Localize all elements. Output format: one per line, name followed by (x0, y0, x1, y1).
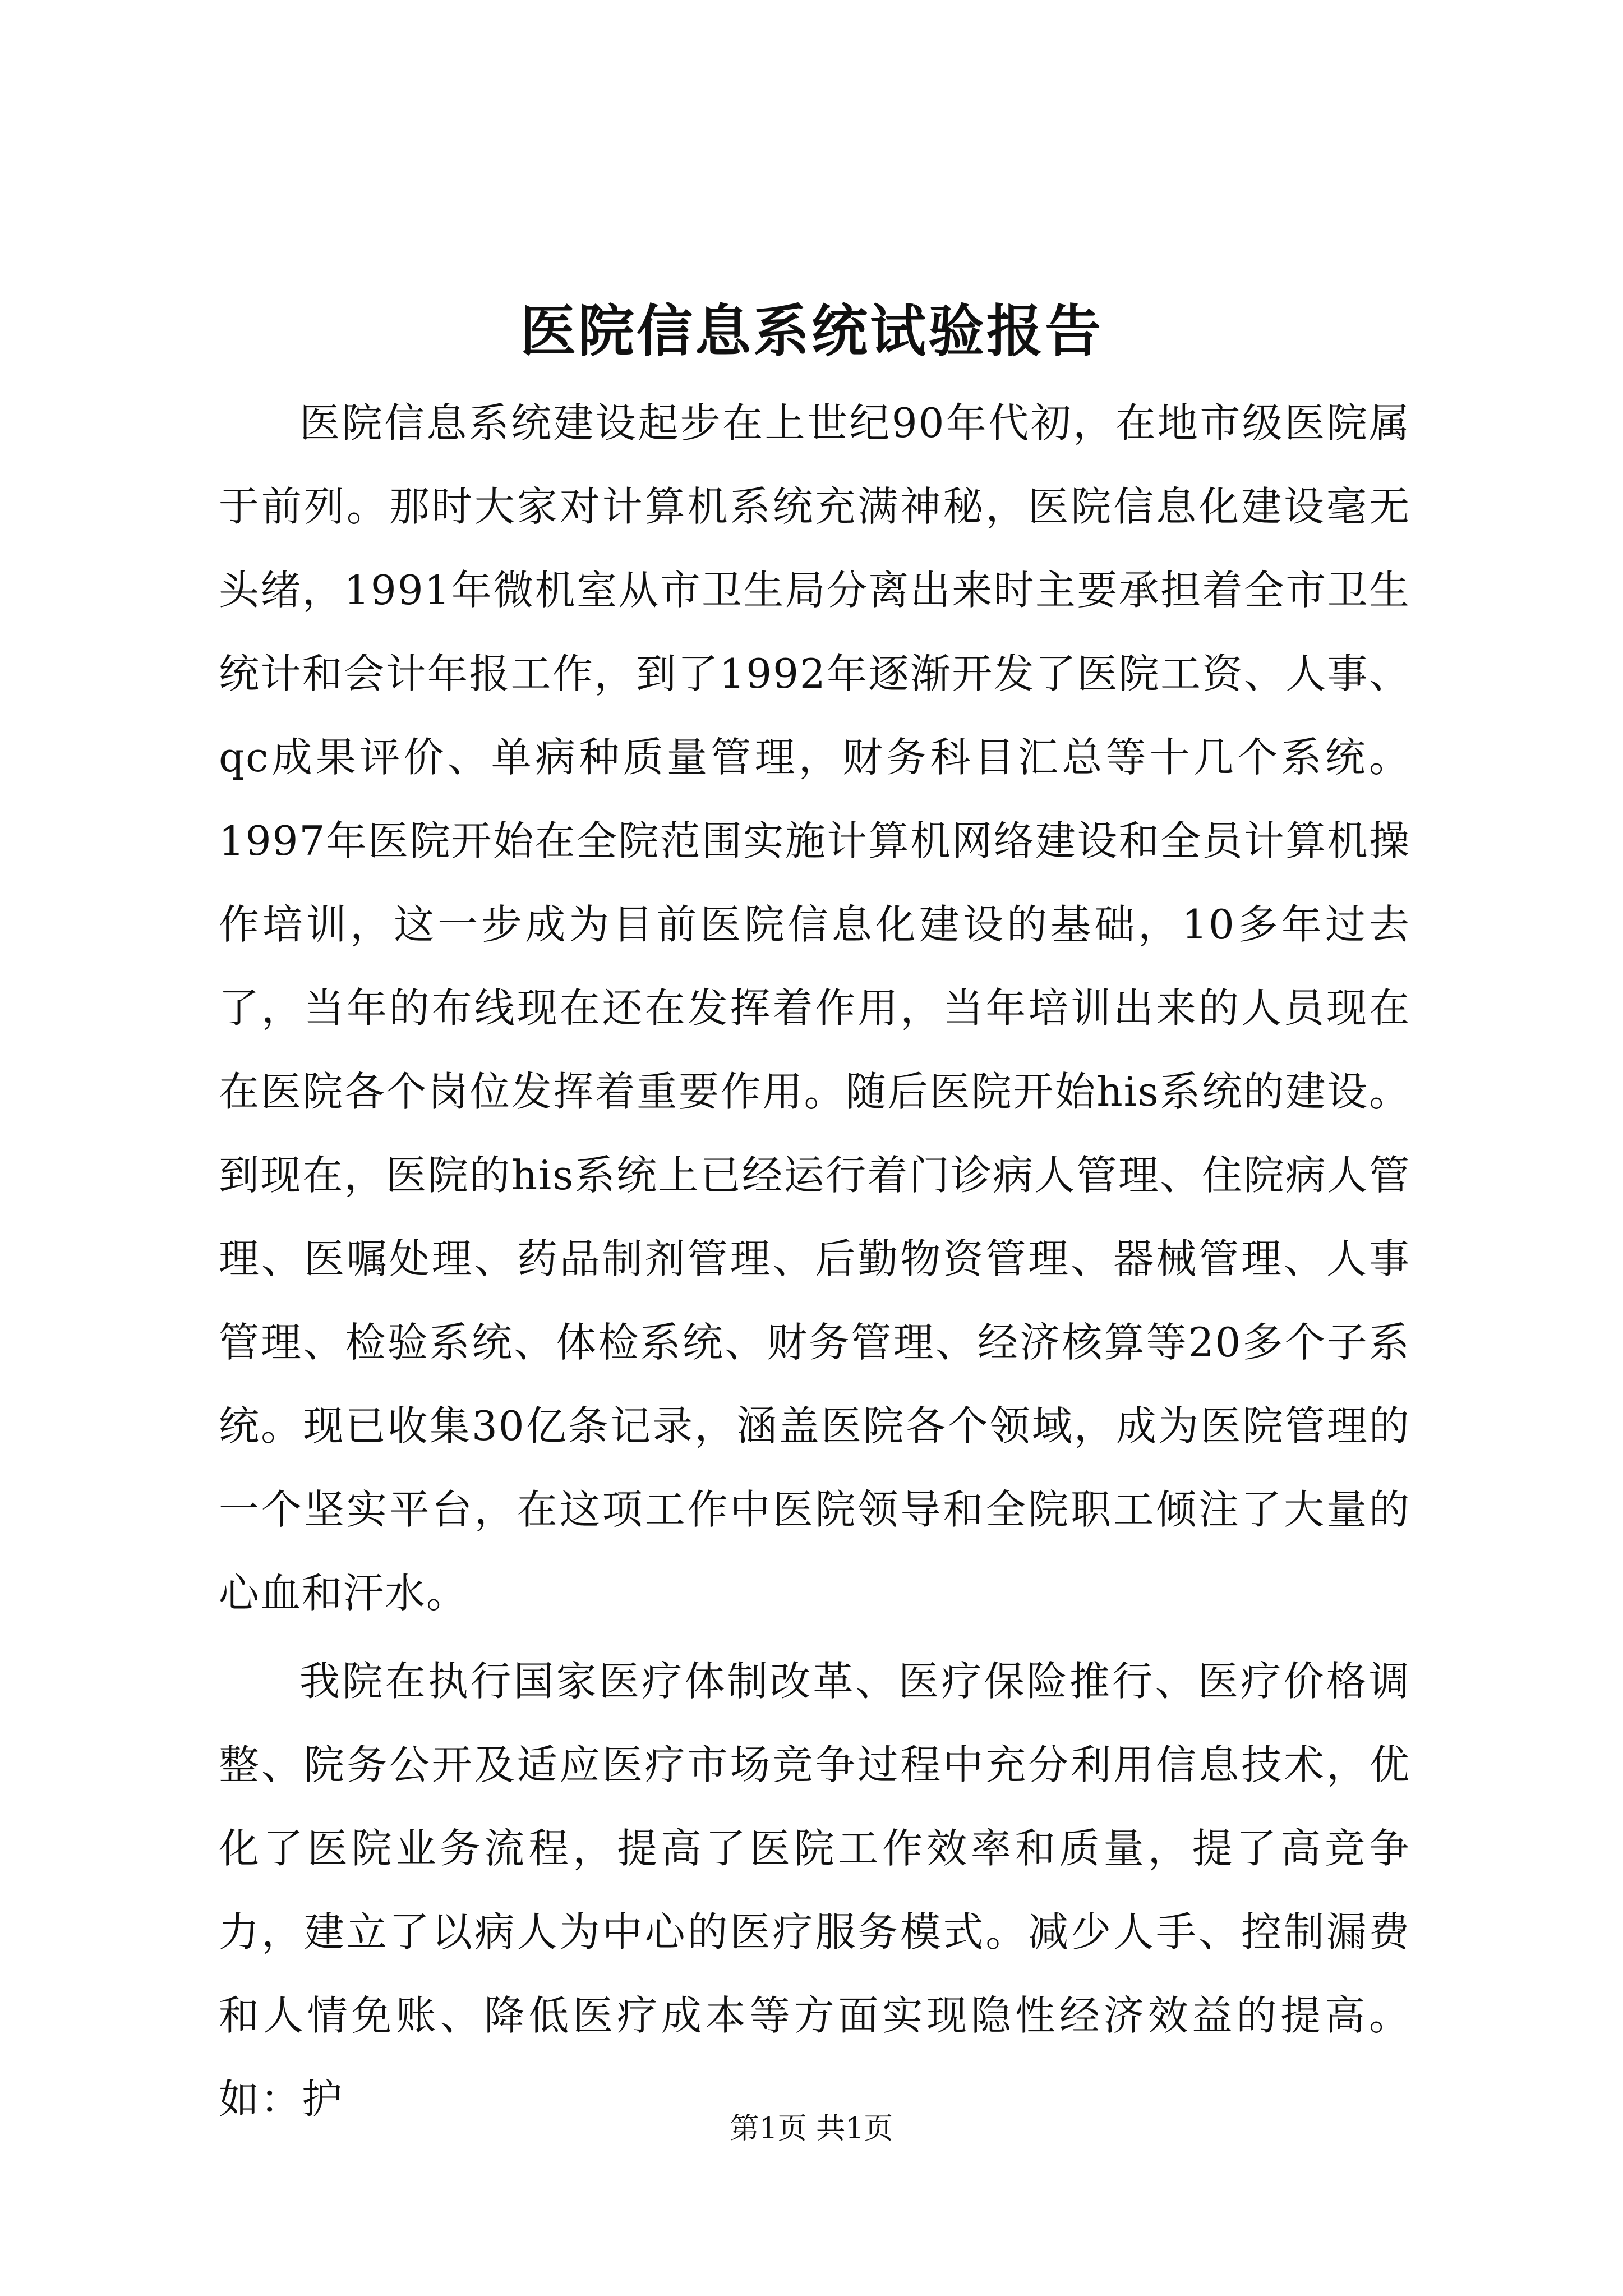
paragraph-1: 医院信息系统建设起步在上世纪90年代初，在地市级医院属于前列。那时大家对计算机系统充满神秘，医院信息化建设毫无头绪，1991年微机室从市卫生局分离出来时主要承担着全市卫生统计和会计年报工作，到了1992年逐渐开发了医院工资、人事、qc成果评价、单病种质量管理，财务科目汇总等十几个系统。1997年医院开始在全院范围实施计算机网络建设和全员计算机操作培训，这一步成为目前医院信息化建设的基础，10多年过去了，当年的布线现在还在发挥着作用，当年培训出来的人员现在在医院各个岗位发挥着重要作用。随后医院开始his系统的建设。到现在，医院的his系统上已经运行着门诊病人管理、住院病人管理、医嘱处理、药品制剂管理、后勤物资管理、器械管理、人事管理、检验系统、体检系统、财务管理、经济核算等20多个子系统。现已收集30亿条记录，涵盖医院各个领域，成为医院管理的一个坚实平台，在这项工作中医院领导和全院职工倾注了大量的心血和汗水。 (219, 399, 1410, 1617)
paragraph-2: 我院在执行国家医疗体制改革、医疗保险推行、医疗价格调整、院务公开及适应医疗市场竞争过程中充分利用信息技术，优化了医院业务流程，提高了医院工作效率和质量，提了高竞争力，建立了以病人为中心的医疗服务模式。减少人手、控制漏费和人情免账、降低医疗成本等方面实现隐性经济效益的提高。如：护 (219, 1658, 1410, 2123)
page-footer: 第1页 共1页 (730, 2112, 893, 2146)
document-title: 医院信息系统试验报告 (520, 298, 1103, 364)
document-body (219, 381, 1410, 2146)
